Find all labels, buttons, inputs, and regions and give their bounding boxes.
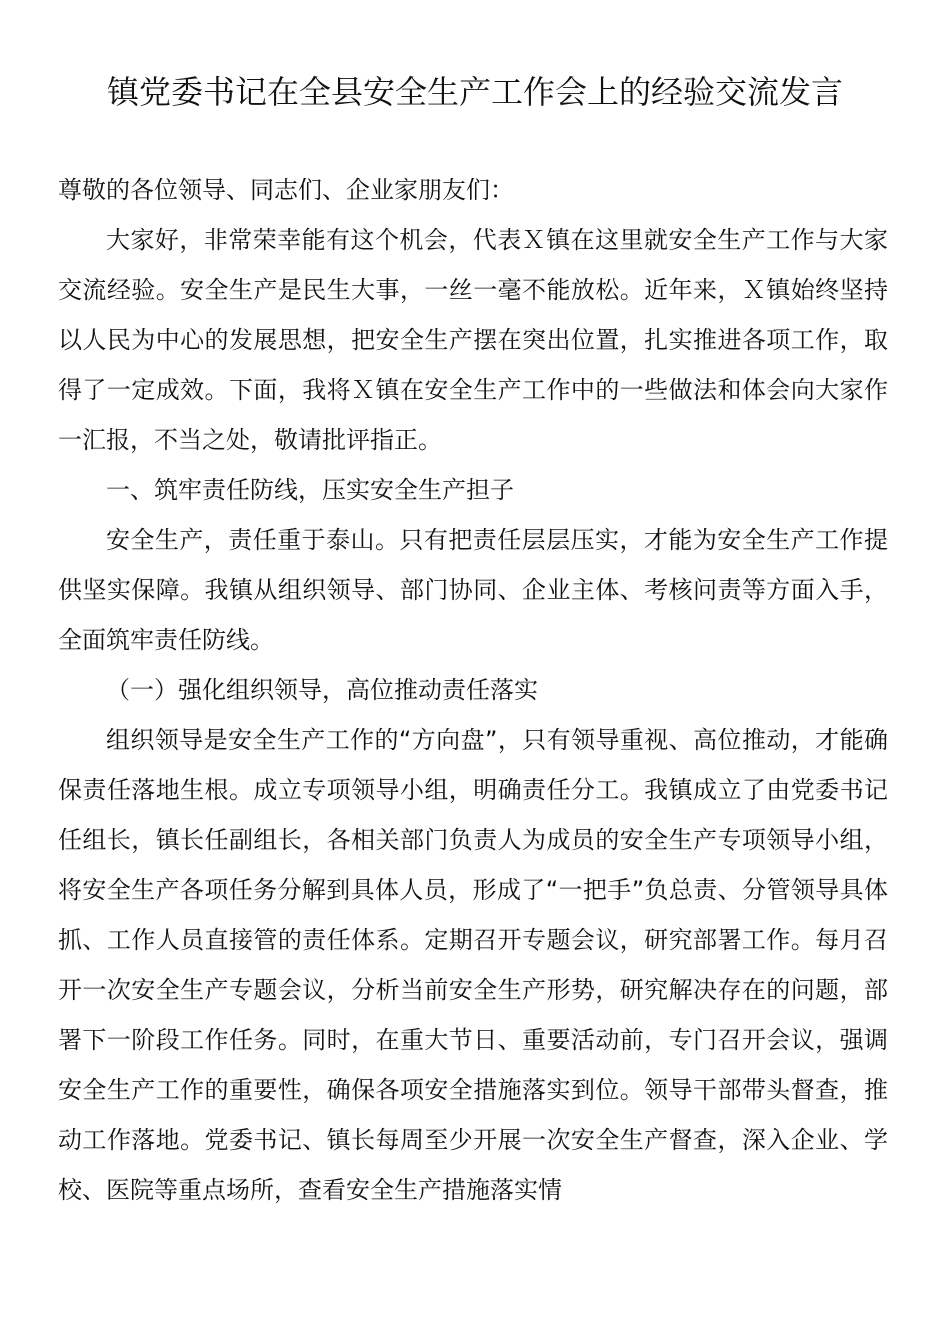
subsection-heading-1: （一）强化组织领导，高位推动责任落实	[106, 676, 538, 704]
section-heading-1: 一、筑牢责任防线，压实安全生产担子	[106, 476, 514, 504]
paragraph-responsibility: 安全生产，责任重于泰山。只有把责任层层压实，才能为安全生产工作提供坚实保障。我镇从组织领导、部门协同、企业主体、考核问责等方面入手，全面筑牢责任防线。	[58, 526, 888, 654]
paragraph-intro: 大家好，非常荣幸能有这个机会，代表Ｘ镇在这里就安全生产工作与大家交流经验。安全生产是民生大事，一丝一毫不能放松。近年来，Ｘ镇始终坚持以人民为中心的发展思想，把安全生产摆在突出位置，扎实推进各项工作，取得了一定成效。下面，我将Ｘ镇在安全生产工作中的一些做法和体会向大家作一汇报，不当之处，敬请批评指正。	[58, 226, 888, 454]
document-body	[58, 165, 888, 1215]
paragraph-leadership: 组织领导是安全生产工作的“方向盘”，只有领导重视、高位推动，才能确保责任落地生根。成立专项领导小组，明确责任分工。我镇成立了由党委书记任组长，镇长任副组长，各相关部门负责人为成员的安全生产专项领导小组，将安全生产各项任务分解到具体人员，形成了“一把手”负总责、分管领导具体抓、工作人员直接管的责任体系。定期召开专题会议，研究部署工作。每月召开一次安全生产专题会议，分析当前安全生产形势，研究解决存在的问题，部署下一阶段工作任务。同时，在重大节日、重要活动前，专门召开会议，强调安全生产工作的重要性，确保各项安全措施落实到位。领导干部带头督查，推动工作落地。党委书记、镇长每周至少开展一次安全生产督查，深入企业、学校、医院等重点场所，查看安全生产措施落实情	[58, 726, 888, 1204]
salutation: 尊敬的各位领导、同志们、企业家朋友们：	[58, 176, 514, 204]
document-title: 镇党委书记在全县安全生产工作会上的经验交流发言	[106, 73, 843, 111]
